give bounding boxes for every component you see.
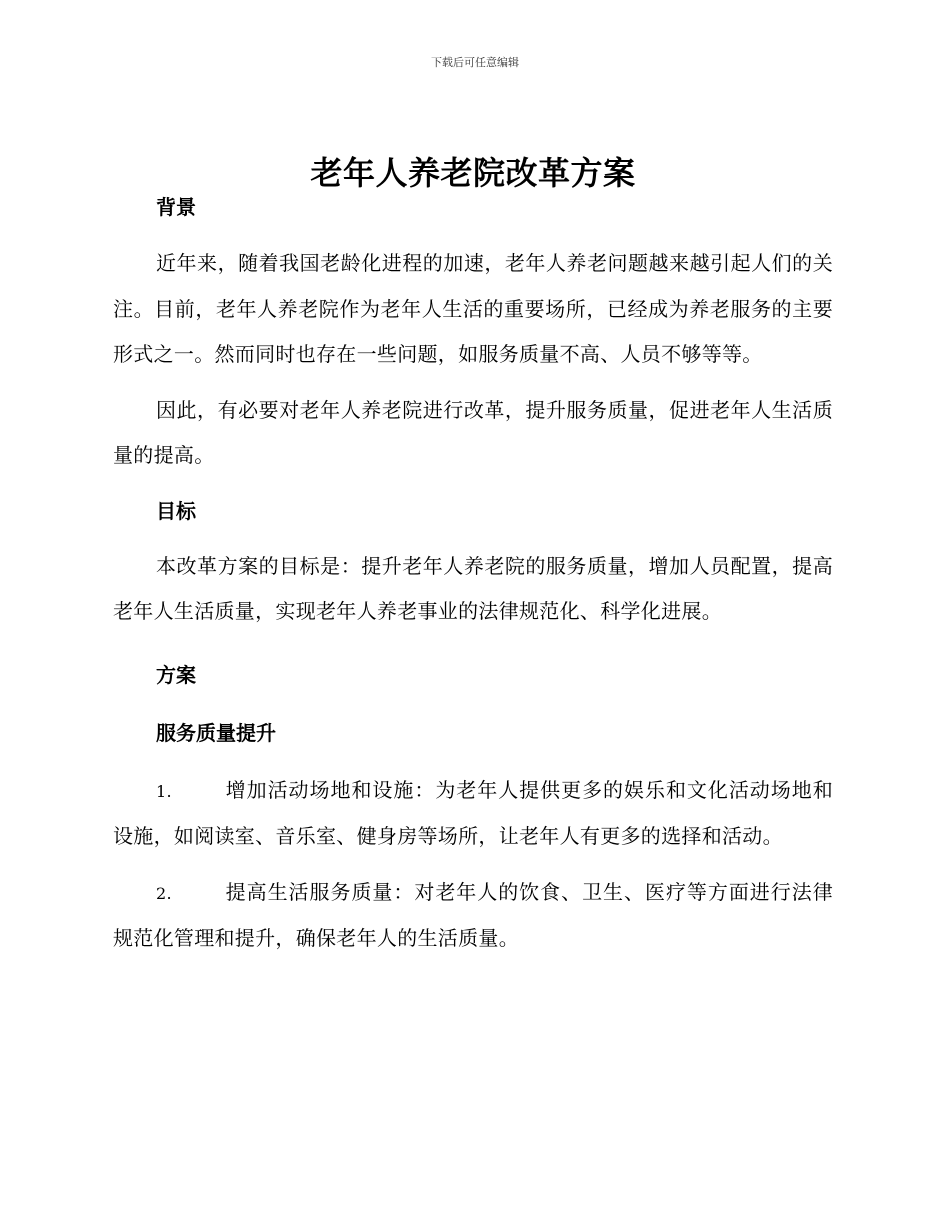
list-item-text: 提高生活服务质量：对老年人的饮食、卫生、医疗等方面进行法律规范化管理和提升，确保老年人的生活质量。 (113, 879, 833, 950)
section-heading-goal: 目标 (156, 498, 196, 523)
subsection-heading-service-quality: 服务质量提升 (156, 720, 276, 745)
document-title: 老年人养老院改革方案 (310, 154, 636, 192)
goal-paragraph: 本改革方案的目标是：提升老年人养老院的服务质量，增加人员配置，提高老年人生活质量，实现老年人养老事业的法律规范化、科学化进展。 (113, 553, 833, 623)
background-paragraph-1: 近年来，随着我国老龄化进程的加速，老年人养老问题越来越引起人们的关注。目前，老年人养老院作为老年人生活的重要场所，已经成为养老服务的主要形式之一。然而同时也存在一些问题，如服务质量不高、人员不够等等。 (113, 251, 833, 366)
page-header-note: 下载后可任意编辑 (431, 56, 519, 69)
section-heading-plan: 方案 (156, 662, 196, 687)
list-item-number: 2. (156, 883, 172, 903)
section-heading-background: 背景 (156, 195, 196, 219)
list-item-text: 增加活动场地和设施：为老年人提供更多的娱乐和文化活动场地和设施，如阅读室、音乐室、健身房等场所，让老年人有更多的选择和活动。 (113, 777, 833, 848)
background-paragraph-2: 因此，有必要对老年人养老院进行改革，提升服务质量，促进老年人生活质量的提高。 (113, 397, 833, 467)
document-body (113, 148, 833, 962)
list-item (113, 870, 833, 962)
list-item (113, 768, 833, 860)
list-item-number: 1. (156, 781, 172, 801)
